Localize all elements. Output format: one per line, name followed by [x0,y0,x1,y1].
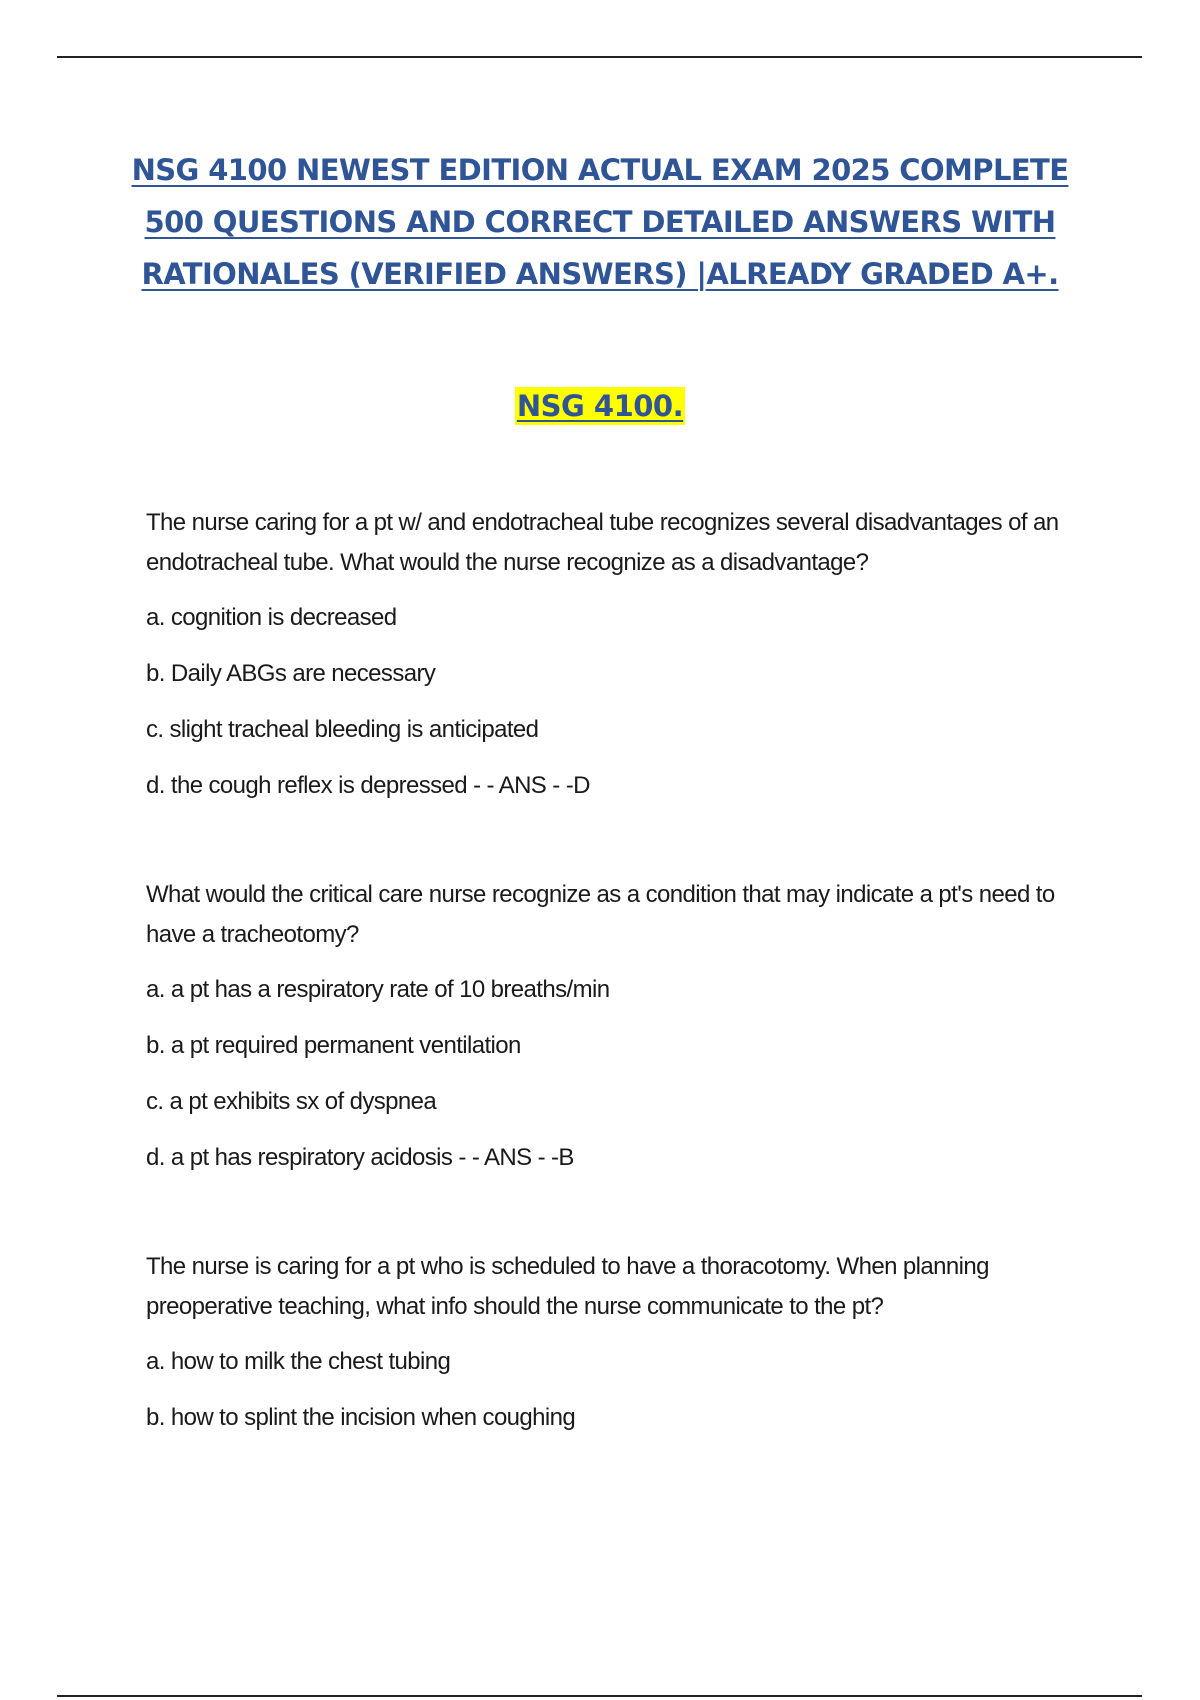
subject-highlight: NSG 4100. [516,389,684,423]
answer-option-d: d. a pt has respiratory acidosis - - ANS - -B [146,1144,574,1171]
answer-option-a: a. how to milk the chest tubing [146,1348,451,1375]
top-rule [57,56,1142,58]
answer-option-d: d. the cough reflex is depressed - - ANS - -D [146,772,590,799]
answer-option-b: b. Daily ABGs are necessary [146,660,436,687]
answer-option-a: a. a pt has a respiratory rate of 10 breaths/min [146,976,610,1003]
question-stem: The nurse is caring for a pt who is scheduled to have a thoracotomy. When planning preoperative teaching, what info should the nurse communicate to the pt? [146,1253,989,1320]
bottom-rule [57,1695,1142,1697]
question-stem: The nurse caring for a pt w/ and endotracheal tube recognizes several disadvantages of an endotracheal tube. What would the nurse recognize as a disadvantage? [146,509,1059,576]
title-line-2: 500 QUESTIONS AND CORRECT DETAILED ANSWERS WITH [144,205,1056,239]
question-block-3 [146,1247,1106,1454]
answer-option-b: b. how to splint the incision when coughing [146,1404,576,1431]
title-line-3: RATIONALES (VERIFIED ANSWERS) |ALREADY GRADED A+. [141,257,1059,291]
subject-heading [0,386,1200,426]
answer-option-b: b. a pt required permanent ventilation [146,1032,521,1059]
document-title [60,144,1140,300]
answer-option-c: c. a pt exhibits sx of dyspnea [146,1088,437,1115]
question-block-2 [146,875,1106,1194]
answer-option-a: a. cognition is decreased [146,604,397,631]
question-stem: What would the critical care nurse recognize as a condition that may indicate a pt's need to have a tracheotomy? [146,881,1055,948]
question-block-1 [146,503,1106,822]
answer-option-c: c. slight tracheal bleeding is anticipated [146,716,539,743]
title-line-1: NSG 4100 NEWEST EDITION ACTUAL EXAM 2025 COMPLETE [131,153,1069,187]
